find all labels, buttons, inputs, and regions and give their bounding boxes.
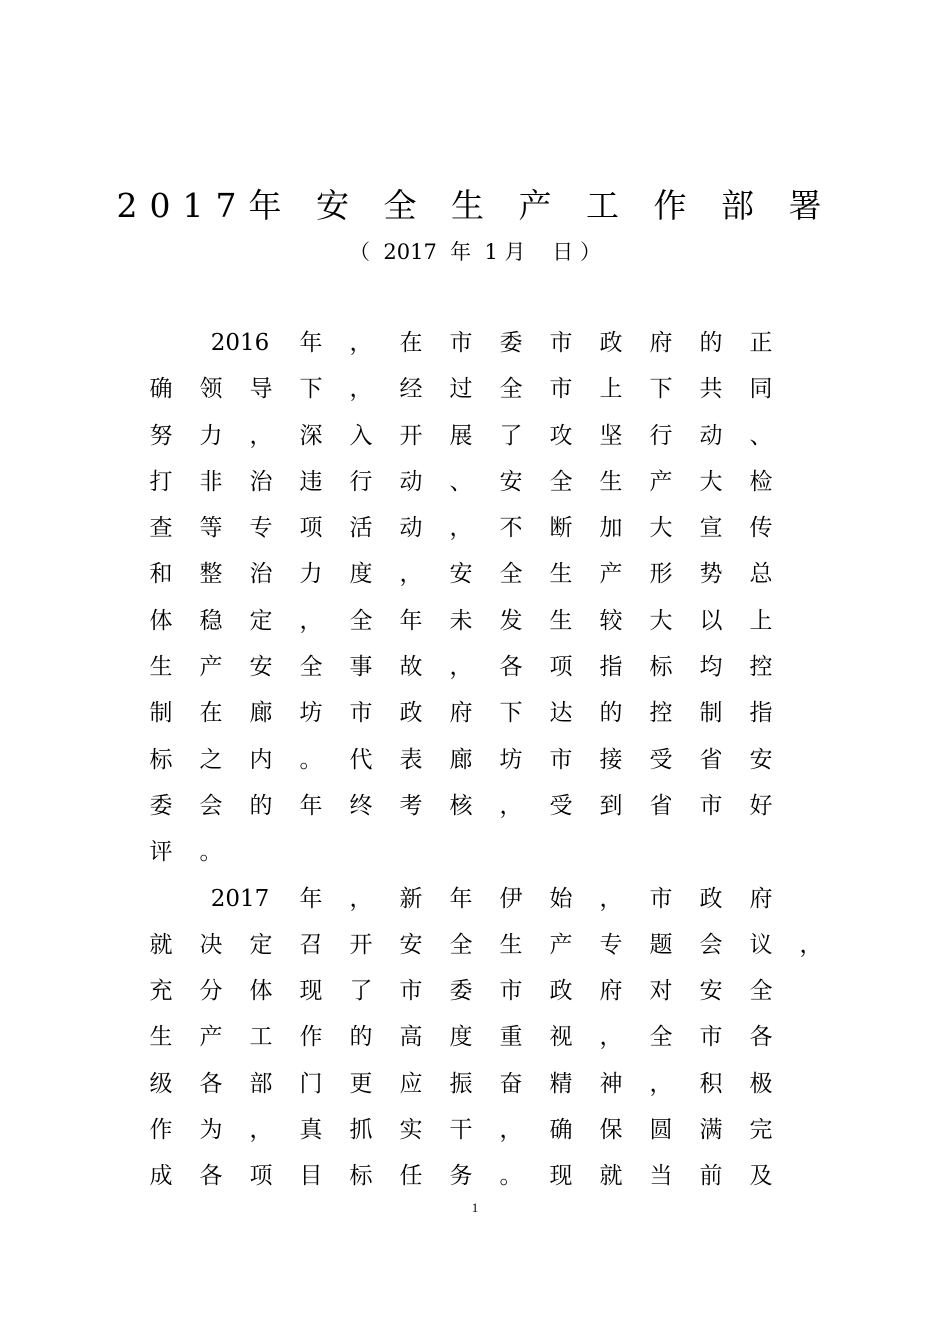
text-char: 过	[449, 376, 473, 403]
text-char: 完	[749, 1117, 773, 1144]
text-char: 年	[299, 885, 323, 912]
text-char: 全	[449, 931, 473, 958]
text-char: 应	[399, 1070, 423, 1097]
text-char: 安	[699, 978, 723, 1005]
text-char: 各	[499, 654, 523, 681]
text-char: 全	[499, 561, 523, 588]
text-char: 门	[299, 1070, 323, 1097]
text-char: 检	[749, 468, 773, 495]
text-char: 市	[549, 330, 573, 356]
text-char: 抓	[349, 1117, 373, 1144]
text-char: 共	[699, 376, 723, 403]
text-char: 展	[449, 422, 473, 449]
text-char: 新	[399, 885, 423, 912]
text-line	[136, 690, 836, 736]
text-char: 的	[699, 330, 723, 356]
text-char: 就	[149, 931, 173, 958]
text-char: 生	[599, 468, 623, 495]
text-char: 非	[199, 468, 223, 495]
text-char: 制	[149, 700, 173, 727]
text-char: 年	[299, 330, 323, 356]
text-char: 打	[149, 468, 173, 495]
text-line	[136, 413, 836, 459]
text-char: 2016	[210, 330, 270, 356]
text-char: 召	[299, 931, 323, 958]
text-char: 视	[549, 1024, 573, 1051]
text-char: 定	[249, 607, 273, 634]
text-char: ，	[249, 1117, 273, 1144]
text-char: 发	[499, 607, 523, 634]
text-char: 精	[549, 1070, 573, 1097]
text-char: 。	[499, 1163, 523, 1190]
text-char: 决	[199, 931, 223, 958]
text-char: 前	[699, 1163, 723, 1190]
text-char: 确	[549, 1117, 573, 1144]
text-char: 体	[149, 607, 173, 634]
text-char: 定	[249, 931, 273, 958]
text-char: 各	[199, 1070, 223, 1097]
text-char: 奋	[499, 1070, 523, 1097]
text-char: 委	[499, 330, 523, 356]
text-char: ，	[299, 607, 323, 634]
text-char: 真	[299, 1117, 323, 1144]
text-char: 市	[699, 1024, 723, 1051]
text-char: 现	[299, 978, 323, 1005]
text-char: ，	[349, 376, 373, 403]
text-char: 满	[699, 1117, 723, 1144]
text-char: 和	[149, 561, 173, 588]
text-char: 导	[249, 376, 273, 403]
text-char: 为	[199, 1117, 223, 1144]
text-line	[136, 1014, 836, 1060]
text-char: 攻	[549, 422, 573, 449]
text-char: 了	[349, 978, 373, 1005]
text-char: ，	[649, 1070, 673, 1097]
text-char: 领	[199, 376, 223, 403]
text-char: 现	[549, 1163, 573, 1190]
text-char: 全	[649, 1024, 673, 1051]
text-char: ，	[449, 654, 473, 681]
text-char: 产	[649, 468, 673, 495]
text-char: 上	[749, 607, 773, 634]
text-char: 大	[649, 515, 673, 542]
text-char: 生	[499, 931, 523, 958]
text-char: 评	[149, 839, 173, 866]
text-char: 重	[499, 1024, 523, 1051]
text-char: 神	[599, 1070, 623, 1097]
text-char: 全	[499, 376, 523, 403]
text-char: 度	[349, 561, 373, 588]
text-char: 下	[499, 700, 523, 727]
text-char: 治	[249, 468, 273, 495]
text-char: 市	[449, 330, 473, 356]
text-char: 伊	[499, 885, 523, 912]
text-char: 事	[349, 654, 373, 681]
text-char: 治	[249, 561, 273, 588]
text-char: 标	[149, 746, 173, 773]
text-char: 内	[249, 746, 273, 773]
text-char: 任	[399, 1163, 423, 1190]
text-char: 确	[149, 376, 173, 403]
text-char: 动	[399, 515, 423, 542]
text-char: 就	[599, 1163, 623, 1190]
text-char: 府	[649, 330, 673, 356]
text-char: 同	[749, 376, 773, 403]
text-char: 上	[599, 376, 623, 403]
text-char: 目	[299, 1163, 323, 1190]
text-line	[136, 876, 836, 922]
text-char: 全	[749, 978, 773, 1005]
text-char: 产	[599, 561, 623, 588]
text-char: 行	[349, 468, 373, 495]
text-char: 受	[549, 792, 573, 819]
text-char: 始	[549, 885, 573, 912]
text-char: 行	[649, 422, 673, 449]
text-line	[136, 1061, 836, 1107]
text-char: 断	[549, 515, 573, 542]
text-char: 坊	[499, 746, 523, 773]
text-char: ，	[799, 931, 823, 958]
text-char: 专	[249, 515, 273, 542]
text-char: 考	[399, 792, 423, 819]
text-char: 会	[699, 931, 723, 958]
text-line	[136, 366, 836, 412]
text-char: 振	[449, 1070, 473, 1097]
text-char: 指	[749, 700, 773, 727]
text-char: 较	[599, 607, 623, 634]
text-char: ，	[349, 885, 373, 912]
text-char: 市	[349, 700, 373, 727]
text-char: 标	[349, 1163, 373, 1190]
text-char: ，	[449, 515, 473, 542]
text-char: 全	[549, 468, 573, 495]
text-char: 代	[349, 746, 373, 773]
text-char: 议	[749, 931, 773, 958]
text-char: 政	[599, 330, 623, 356]
text-char: 产	[199, 1024, 223, 1051]
text-char: 安	[399, 931, 423, 958]
text-char: 年	[299, 792, 323, 819]
text-char: 达	[549, 700, 573, 727]
date-line: （ 2017 年 1 月 日 ）	[349, 240, 601, 264]
text-char: 均	[699, 654, 723, 681]
page-title: 2017年 安 全 生 产 工 作 部 署	[116, 186, 834, 225]
text-line	[136, 644, 836, 690]
text-char: 及	[749, 1163, 773, 1190]
text-char: 开	[349, 931, 373, 958]
text-line	[136, 922, 836, 968]
text-char: 。	[299, 746, 323, 773]
text-char: 动	[699, 422, 723, 449]
text-char: 政	[399, 700, 423, 727]
text-char: 了	[499, 422, 523, 449]
text-char: 部	[249, 1070, 273, 1097]
text-char: ，	[399, 561, 423, 588]
text-char: 作	[299, 1024, 323, 1051]
text-char: 核	[449, 792, 473, 819]
text-char: ，	[249, 422, 273, 449]
text-char: 、	[449, 468, 473, 495]
text-char: 政	[699, 885, 723, 912]
text-char: 各	[199, 1163, 223, 1190]
text-char: 更	[349, 1070, 373, 1097]
text-char: 在	[199, 700, 223, 727]
body-text	[136, 320, 836, 1200]
text-line	[136, 968, 836, 1014]
text-char: 工	[249, 1024, 273, 1051]
text-line	[136, 505, 836, 551]
text-char: 违	[299, 468, 323, 495]
text-char: 专	[599, 931, 623, 958]
text-char: 产	[199, 654, 223, 681]
text-char: 产	[549, 931, 573, 958]
text-char: 作	[149, 1117, 173, 1144]
text-char: 好	[749, 792, 773, 819]
text-char: 力	[199, 422, 223, 449]
text-char: 、	[749, 422, 773, 449]
text-char: 市	[399, 978, 423, 1005]
text-char: 度	[449, 1024, 473, 1051]
text-char: 圆	[649, 1117, 673, 1144]
text-char: 政	[549, 978, 573, 1005]
text-char: 生	[549, 561, 573, 588]
text-line	[136, 320, 836, 366]
text-char: 大	[649, 607, 673, 634]
text-char: 查	[149, 515, 173, 542]
text-char: 表	[399, 746, 423, 773]
text-char: 省	[649, 792, 673, 819]
text-char: 生	[149, 1024, 173, 1051]
text-char: 项	[249, 1163, 273, 1190]
text-char: 充	[149, 978, 173, 1005]
text-char: 年	[449, 885, 473, 912]
text-char: 安	[749, 746, 773, 773]
text-char: ，	[599, 885, 623, 912]
text-line	[136, 459, 836, 505]
text-char: 分	[199, 978, 223, 1005]
text-char: 委	[449, 978, 473, 1005]
text-char: 全	[349, 607, 373, 634]
text-char: 极	[749, 1070, 773, 1097]
text-char: 年	[399, 607, 423, 634]
text-line	[136, 783, 836, 829]
text-char: 不	[499, 515, 523, 542]
text-char: 等	[199, 515, 223, 542]
text-char: 大	[699, 468, 723, 495]
text-char: ，	[499, 792, 523, 819]
text-char: 委	[149, 792, 173, 819]
text-char: 2017	[210, 885, 270, 912]
text-char: 正	[749, 330, 773, 356]
text-char: 指	[599, 654, 623, 681]
text-char: 生	[549, 607, 573, 634]
text-char: 廊	[249, 700, 273, 727]
text-char: ，	[349, 330, 373, 356]
text-char: 的	[349, 1024, 373, 1051]
text-char: 故	[399, 654, 423, 681]
text-char: 干	[449, 1117, 473, 1144]
text-char: 加	[599, 515, 623, 542]
text-char: 项	[299, 515, 323, 542]
text-char: 经	[399, 376, 423, 403]
text-char: 动	[399, 468, 423, 495]
text-char: ，	[499, 1117, 523, 1144]
text-char: 未	[449, 607, 473, 634]
text-char: 市	[549, 746, 573, 773]
text-char: 。	[199, 839, 223, 866]
text-char: 开	[399, 422, 423, 449]
text-char: 活	[349, 515, 373, 542]
text-char: 安	[249, 654, 273, 681]
text-char: 标	[649, 654, 673, 681]
text-char: 力	[299, 561, 323, 588]
text-char: 下	[299, 376, 323, 403]
text-char: 的	[599, 700, 623, 727]
text-char: 稳	[199, 607, 223, 634]
text-char: 级	[149, 1070, 173, 1097]
text-char: 安	[449, 561, 473, 588]
text-char: 全	[299, 654, 323, 681]
text-char: 保	[599, 1117, 623, 1144]
text-char: 坚	[599, 422, 623, 449]
text-char: 市	[649, 885, 673, 912]
text-char: 省	[699, 746, 723, 773]
text-char: 控	[649, 700, 673, 727]
text-char: 项	[549, 654, 573, 681]
text-char: 生	[149, 654, 173, 681]
text-char: 整	[199, 561, 223, 588]
text-char: 终	[349, 792, 373, 819]
text-char: 市	[499, 978, 523, 1005]
text-char: 府	[749, 885, 773, 912]
text-char: 成	[149, 1163, 173, 1190]
text-char: 形	[649, 561, 673, 588]
text-char: 当	[649, 1163, 673, 1190]
text-char: 各	[749, 1024, 773, 1051]
text-char: 入	[349, 422, 373, 449]
text-char: 下	[649, 376, 673, 403]
text-line	[136, 551, 836, 597]
text-char: 对	[649, 978, 673, 1005]
text-char: 体	[249, 978, 273, 1005]
text-char: 接	[599, 746, 623, 773]
text-char: 市	[699, 792, 723, 819]
page-number: 1	[471, 1200, 479, 1215]
text-char: 高	[399, 1024, 423, 1051]
text-char: 廊	[449, 746, 473, 773]
text-char: 在	[399, 330, 423, 356]
text-char: 坊	[299, 700, 323, 727]
text-line	[136, 1107, 836, 1153]
text-char: 实	[399, 1117, 423, 1144]
text-line	[136, 1153, 836, 1199]
text-char: 努	[149, 422, 173, 449]
text-char: 市	[549, 376, 573, 403]
text-char: 传	[749, 515, 773, 542]
text-char: 制	[699, 700, 723, 727]
text-char: 务	[449, 1163, 473, 1190]
text-char: 深	[299, 422, 323, 449]
text-char: 安	[499, 468, 523, 495]
text-char: 势	[699, 561, 723, 588]
text-line	[136, 737, 836, 783]
text-char: 宣	[699, 515, 723, 542]
text-char: 府	[599, 978, 623, 1005]
text-char: 积	[699, 1070, 723, 1097]
text-char: 到	[599, 792, 623, 819]
text-char: 以	[699, 607, 723, 634]
text-char: ，	[599, 1024, 623, 1051]
text-char: 总	[749, 561, 773, 588]
text-char: 府	[449, 700, 473, 727]
text-char: 的	[249, 792, 273, 819]
text-line	[136, 598, 836, 644]
text-char: 之	[199, 746, 223, 773]
text-char: 控	[749, 654, 773, 681]
text-char: 题	[649, 931, 673, 958]
text-line	[136, 829, 836, 875]
text-char: 会	[199, 792, 223, 819]
text-char: 受	[649, 746, 673, 773]
